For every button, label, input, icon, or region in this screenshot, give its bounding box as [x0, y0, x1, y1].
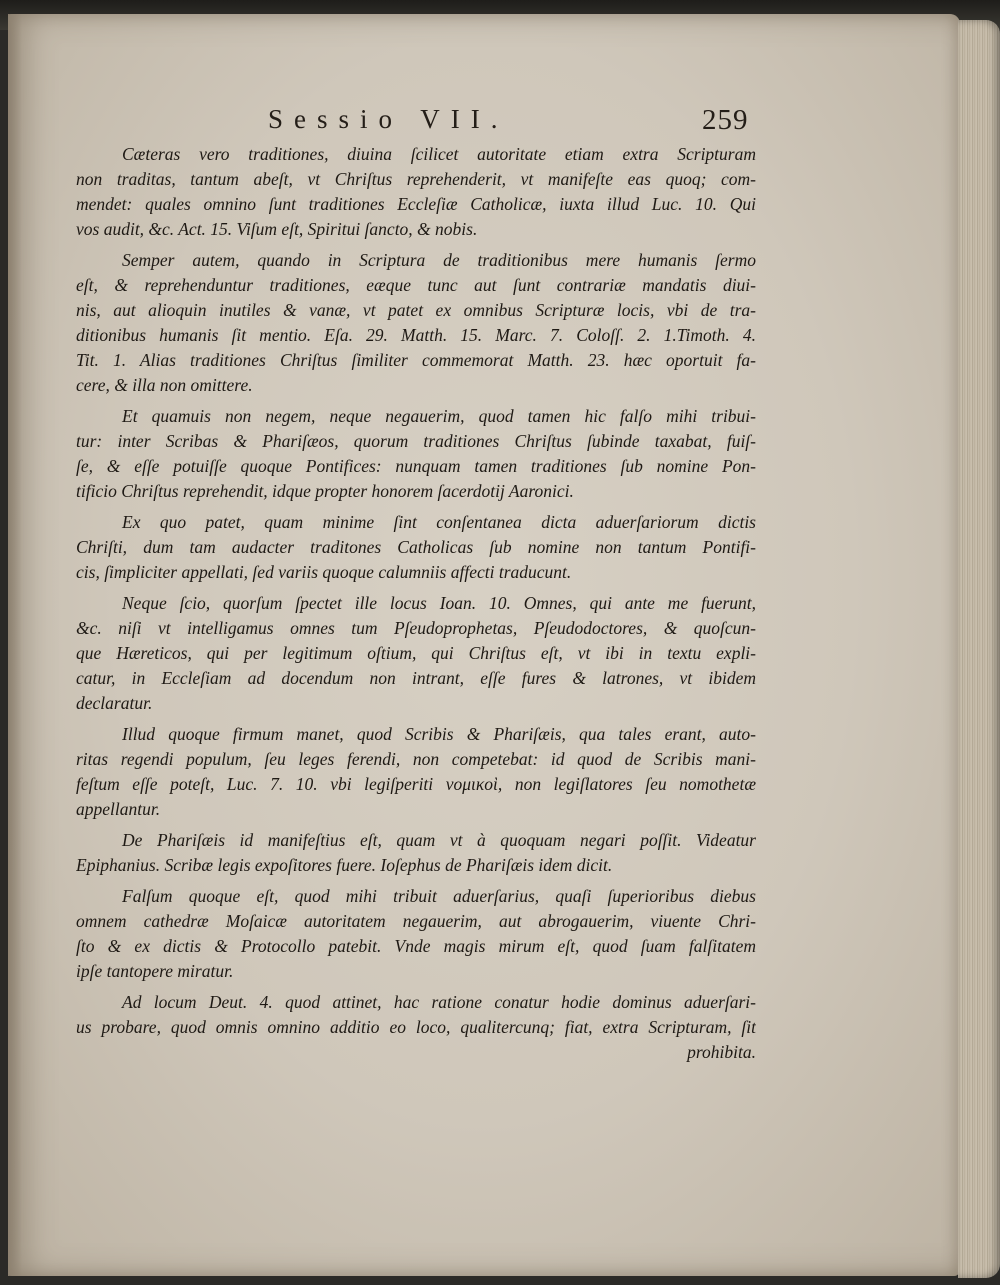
text-line: Epiphanius. Scribæ legis expoſitores fuere. Ioſephus de Phariſæis idem dicit. [76, 855, 613, 875]
text-line: eſt, & reprehenduntur traditiones, eæque tunc aut ſunt contrariæ mandatis diui- [76, 275, 756, 295]
text-line: De Phariſæis id manifeſtius eſt, quam vt à quoquam negari poſſit. Videatur [122, 830, 756, 850]
paragraph-2 [76, 248, 756, 398]
text-line: tificio Chriſtus reprehendit, idque propter honorem ſacerdotij Aaronici. [76, 481, 574, 501]
text-line: cis, ſimpliciter appellati, ſed variis quoque calumniis affecti traducunt. [76, 562, 572, 582]
paragraph-6 [76, 722, 756, 822]
paragraph-3 [76, 404, 756, 504]
text-line: tur: inter Scribas & Phariſæos, quorum traditiones Chriſtus ſubinde taxabat, fuiſ- [76, 431, 756, 451]
binding-gutter [8, 14, 22, 1276]
text-line: Neque ſcio, quorſum ſpectet ille locus Ioan. 10. Omnes, qui ante me fuerunt, [122, 593, 756, 613]
text-line: que Hæreticos, qui per legitimum oſtium, qui Chriſtus eſt, vt ibi in textu expli- [76, 643, 756, 663]
text-line: omnem cathedræ Moſaicæ autoritatem negauerim, aut abrogauerim, viuente Chri- [76, 911, 756, 931]
page-number: 259 [702, 104, 749, 136]
text-line: Ex quo patet, quam minime ſint conſentanea dicta aduerſariorum dictis [122, 512, 756, 532]
text-line: nis, aut alioquin inutiles & vanæ, vt patet ex omnibus Scripturæ locis, vbi de tra- [76, 300, 756, 320]
paragraph-5 [76, 591, 756, 716]
text-line: us probare, quod omnis omnino additio eo loco, qualitercunq; fiat, extra Scripturam, ſit [76, 1017, 756, 1037]
text-line: vos audit, &c. Act. 15. Viſum eſt, Spiritui ſancto, & nobis. [76, 219, 478, 239]
text-line: Semper autem, quando in Scriptura de traditionibus mere humanis ſermo [122, 250, 756, 270]
text-line: appellantur. [76, 799, 161, 819]
page-edges [958, 20, 1000, 1278]
text-line: declaratur. [76, 693, 153, 713]
text-line: non traditas, tantum abeſt, vt Chriſtus reprehenderit, vt manifeſte eas quoq; com- [76, 169, 756, 189]
text-line: Illud quoque firmum manet, quod Scribis & Phariſæis, qua tales erant, auto- [122, 724, 756, 744]
text-line: Tit. 1. Alias traditiones Chriſtus ſimiliter commemorat Matth. 23. hæc oportuit fa- [76, 350, 756, 370]
text-line: &c. niſi vt intelligamus omnes tum Pſeudoprophetas, Pſeudodoctores, & quoſcun- [76, 618, 756, 638]
paragraph-9 [76, 990, 756, 1065]
text-line: ritas regendi populum, ſeu leges ferendi, non competebat: id quod de Scribis mani- [76, 749, 756, 769]
text-line: ſto & ex dictis & Protocollo patebit. Vnde magis mirum eſt, quod ſuam falſitatem [76, 936, 756, 956]
text-line: catur, in Eccleſiam ad docendum non intrant, eſſe fures & latrones, vt ibidem [76, 668, 756, 688]
text-line: Ad locum Deut. 4. quod attinet, hac ratione conatur hodie dominus aduerſari- [122, 992, 756, 1012]
text-line: mendet: quales omnino ſunt traditiones Eccleſiæ Catholicæ, iuxta illud Luc. 10. Qui [76, 194, 756, 214]
paragraph-7 [76, 828, 756, 878]
text-line: cere, & illa non omittere. [76, 375, 253, 395]
paragraph-1 [76, 142, 756, 242]
body-text [76, 142, 756, 1071]
paragraph-8 [76, 884, 756, 984]
paragraph-4 [76, 510, 756, 585]
text-line: Chriſti, dum tam audacter traditones Catholicas ſub nomine non tantum Pontifi- [76, 537, 756, 557]
text-line: Et quamuis non negem, neque negauerim, quod tamen hic falſo mihi tribui- [122, 406, 756, 426]
text-line: ſe, & eſſe potuiſſe quoque Pontifices: nunquam tamen traditiones ſub nomine Pon- [76, 456, 756, 476]
text-line: Cæteras vero traditiones, diuina ſcilicet autoritate etiam extra Scripturam [122, 144, 756, 164]
running-head: Sessio VII. [268, 104, 509, 134]
text-line: prohibita. [687, 1042, 756, 1062]
text-line: feſtum eſſe poteſt, Luc. 7. 10. vbi legiſperiti νομικοὶ, non legiſlatores ſeu nomothetæ [76, 774, 756, 794]
text-line: ipſe tantopere miratur. [76, 961, 234, 981]
text-line: ditionibus humanis ſit mentio. Eſa. 29. Matth. 15. Marc. 7. Coloſſ. 2. 1.Timoth. 4. [76, 325, 756, 345]
text-line: Falſum quoque eſt, quod mihi tribuit aduerſarius, quaſi ſuperioribus diebus [122, 886, 756, 906]
